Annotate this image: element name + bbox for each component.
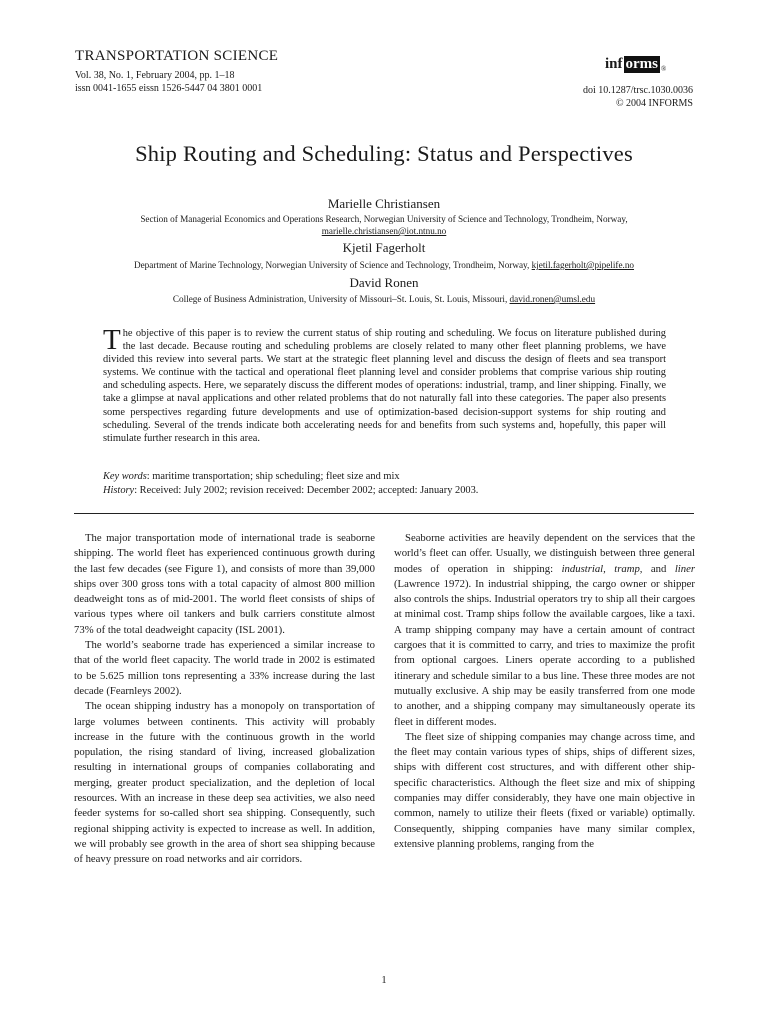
author-name: Kjetil Fagerholt <box>342 240 426 255</box>
logo-registered-mark: ® <box>661 65 667 73</box>
paper-title: Ship Routing and Scheduling: Status and Perspectives <box>135 141 633 166</box>
page-number: 1 <box>381 975 387 986</box>
body-paragraph: The ocean shipping industry has a monopoly on transportation of large volumes between continents. This activity will probably increase in the future with the continuous growth in the world population, the rising standard of living, increased globalization resulting in international groups of companies collaborating and merging, greater product specialization, and the depletion of local resources. With an increase in these deep sea activities, we also need feeder systems for so-called short sea shipping. Consequently, such regional shipping activity is expected to increase as well. In addition, we will probably see growth in the area of short sea shipping because of heavy pressure on road networks and air corridors. <box>74 700 375 866</box>
history-line <box>103 484 666 497</box>
history-label: History <box>103 485 135 496</box>
paragraph-text: Seaborne activities are heavily dependent on the services that the world’s fleet can offer. Usually, we distinguish between three general modes of operation in shipping: <box>394 532 695 575</box>
affiliation-text: Department of Marine Technology, Norwegian University of Science and Technology, Trondheim, Norway, <box>133 260 530 270</box>
issn-line: issn 0041-1655 eissn 1526-5447 04 3801 0001 <box>75 83 263 94</box>
italic-term: industrial, tramp, <box>561 562 643 575</box>
affiliation-text: Section of Managerial Economics and Operations Research, Norwegian University of Science and Technology, Trondheim, Norway, <box>140 214 628 224</box>
volume-line: Vol. 38, No. 1, February 2004, pp. 1–18 <box>75 70 235 81</box>
keywords-text: : maritime transportation; ship scheduling; fleet size and mix <box>146 471 400 482</box>
history-text: : Received: July 2002; revision received: December 2002; accepted: January 2003. <box>134 485 479 496</box>
body-column-left <box>74 531 375 868</box>
copyright: © 2004 INFORMS <box>615 98 693 109</box>
keywords-label: Key words <box>103 471 147 482</box>
body-paragraph: The fleet size of shipping companies may change across time, and the fleet may contain various types of ships, ships of different sizes, ships with different cost structures, and with different other ship-specific characteristics. Although the fleet size and mix of shipping companies may differ considerably, they have one main objective in common, namely to utilize their fleets (fixed or variable) optimally. Consequently, shipping companies have many similar complex, extensive planning problems, ranging from the <box>394 730 695 850</box>
abstract-text: he objective of this paper is to review the current status of ship routing and scheduling. We focus on literature published during the last decade. Because routing and scheduling problems are closely related to many other fleet planning problems, we have divided this review into several parts. We start at the strategic fleet planning level and discuss the design of fleets and sea transport systems. We continue with the tactical and operational fleet planning level and consider problems that comprise various ship routing and scheduling aspects. Here, we separately discuss the different modes of operations: industrial, tramp, and liner shipping. Finally, we take a glimpse at naval applications and other related problems that do not naturally fall into these categories. The paper also presents some perspectives regarding future developments and use of optimization-based decision-support systems for ship routing and scheduling. Several of the trends indicate both accelerating needs for and benefits from such systems and, hopefully, this paper will stimulate further research in this area. <box>103 328 666 444</box>
author-email[interactable]: kjetil.fagerholt@pipelife.no <box>531 260 635 270</box>
logo-text-left: inf <box>605 56 623 72</box>
body-paragraph <box>394 531 695 730</box>
informs-logo <box>605 56 666 73</box>
author-affiliation <box>60 259 708 271</box>
doi: doi 10.1287/trsc.1030.0036 <box>583 85 693 96</box>
body-paragraph: The world’s seaborne trade has experienced a similar increase to that of the world fleet capacity. The world trade in 2002 is estimated to be 5.625 million tons representing a 33% increase during the last decade (Fearnleys 2002). <box>74 639 375 697</box>
journal-issue-info <box>75 69 262 95</box>
abstract-dropcap: T <box>103 324 121 356</box>
paragraph-text: (Lawrence 1972). In industrial shipping, the cargo owner or shipper also controls the ships. Industrial operators try to ship all their cargoes at minimal cost. Tramp ships follow the available cargoes, like a taxi. A tramp shipping company may have a certain amount of contract cargoes that it is committed to carry, and tries to maximize the profit from optional cargoes. Liners operate according to a published itinerary and schedule similar to a bus line. These three modes are not mutually exclusive. A ship may be easily transferred from one mode to another, and a shipping company may simultaneously operate its fleet in different modes. <box>394 577 695 728</box>
author-name: David Ronen <box>349 275 419 290</box>
section-divider <box>74 513 694 514</box>
logo-text-boxed: orms <box>625 56 659 72</box>
abstract <box>103 324 666 445</box>
italic-term: liner <box>674 562 696 575</box>
author-email[interactable]: marielle.christiansen@iot.ntnu.no <box>321 226 447 236</box>
doi-block <box>583 84 693 110</box>
author-email[interactable]: david.ronen@umsl.edu <box>509 294 596 304</box>
paragraph-text: and <box>642 562 675 575</box>
author-affiliation <box>60 213 708 237</box>
body-paragraph: The major transportation mode of international trade is seaborne shipping. The world fleet has experienced continuous growth during the last few decades (see Figure 1), and consists of more than 39,000 ships over 300 gross tons with a total capacity of almost 800 million deadweight tons as of mid-2001. The world fleet consists of ships of various types where oil tankers and bulk carriers constitute almost 73% of the total deadweight capacity (ISL 2001). <box>74 532 375 636</box>
author-affiliation <box>60 293 708 305</box>
journal-name: TRANSPORTATION SCIENCE <box>75 48 279 64</box>
author-name: Marielle Christiansen <box>327 196 441 211</box>
keywords-line <box>103 470 666 483</box>
body-column-right <box>394 531 695 852</box>
affiliation-text: College of Business Administration, University of Missouri–St. Louis, St. Louis, Missouri, <box>172 294 508 304</box>
